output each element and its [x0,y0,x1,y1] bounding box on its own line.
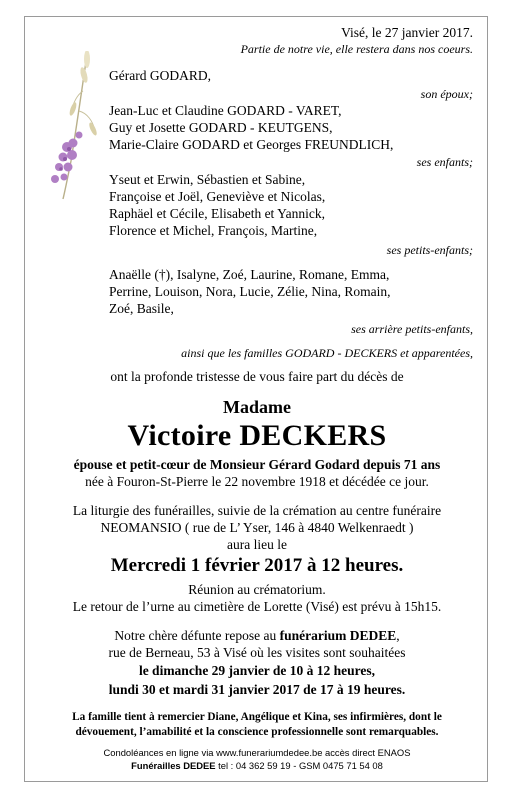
condolences-line: Condoléances en ligne via www.funerariumdedee.be accès direct ENAOS [103,747,411,758]
ceremony-venue: NEOMANSIO ( rue de L’ Yser, 146 à 4840 Welkenraedt ) [100,520,414,535]
families-line: ainsi que les familles GODARD - DECKERS et apparentées, [181,346,473,360]
grandchild-line: Yseut et Erwin, Sébastien et Sabine, [109,172,306,187]
children-role: ses enfants; [416,155,473,169]
contact-line: Funérailles DEDEE tel : 04 362 59 19 - GSM 0475 71 54 08 [131,760,383,771]
grandchildren-role: ses petits-enfants; [386,243,473,257]
great-grandchild-line: Zoé, Basile, [109,301,174,316]
birth-death-line: née à Fouron-St-Pierre le 22 novembre 1918 et décédée ce jour. [85,474,429,489]
place-date: Visé, le 27 janvier 2017. [341,25,473,40]
thanks-line: dévouement, l’amabilité et la conscience professionnelle sont remarquables. [75,726,439,738]
ceremony-line: Réunion au crématorium. [188,582,326,597]
visits-address: rue de Berneau, 53 à Visé où les visites sont souhaitées [108,645,406,660]
ceremony-date: Mercredi 1 février 2017 à 12 heures. [110,555,404,576]
child-line: Jean-Luc et Claudine GODARD - VARET, [109,103,342,118]
child-line: Guy et Josette GODARD - KEUTGENS, [109,120,333,135]
ceremony-line: La liturgie des funérailles, suivie de la crémation au centre funéraire [72,503,442,518]
visits-weekdays: lundi 30 et mardi 31 janvier 2017 de 17 à 19 heures. [108,682,406,697]
visits-sunday: le dimanche 29 janvier de 10 à 12 heures, [138,663,376,678]
ceremony-line: aura lieu le [227,537,287,552]
deceased-title: Madame [223,397,291,417]
deceased-name: Victoire DECKERS [127,419,387,452]
motto: Partie de notre vie, elle restera dans nos coeurs. [240,42,473,56]
announcement: ont la profonde tristesse de vous faire part du décès de [110,369,404,384]
husband-role: son époux; [420,87,473,101]
flower-illustration [43,51,103,201]
great-grandchild-line: Anaëlle (†), Isalyne, Zoé, Laurine, Romane, Emma, [109,267,390,282]
great-grandchild-line: Perrine, Louison, Nora, Lucie, Zélie, Nina, Romain, [109,284,391,299]
visits-line: Notre chère défunte repose au funérarium DEDEE, [114,628,400,643]
urn-return-line: Le retour de l’urne au cimetière de Lorette (Visé) est prévu à 15h15. [72,599,442,614]
spouse-line: épouse et petit-cœur de Monsieur Gérard Godard depuis 71 ans [73,457,441,472]
grandchild-line: Françoise et Joël, Geneviève et Nicolas, [109,189,326,204]
great-grandchildren-role: ses arrière petits-enfants, [351,322,473,336]
child-line: Marie-Claire GODARD et Georges FREUNDLICH, [109,137,394,152]
thanks-line: La famille tient à remercier Diane, Angélique et Kina, ses infirmières, dont le [72,711,442,723]
funeral-notice [24,16,488,782]
funerarium-name: funérarium DEDEE [279,628,397,643]
husband-name: Gérard GODARD, [109,68,211,83]
funeral-home-name: Funérailles DEDEE [131,760,216,771]
grandchild-line: Florence et Michel, François, Martine, [109,223,318,238]
grandchild-line: Raphäel et Cécile, Elisabeth et Yannick, [109,206,325,221]
